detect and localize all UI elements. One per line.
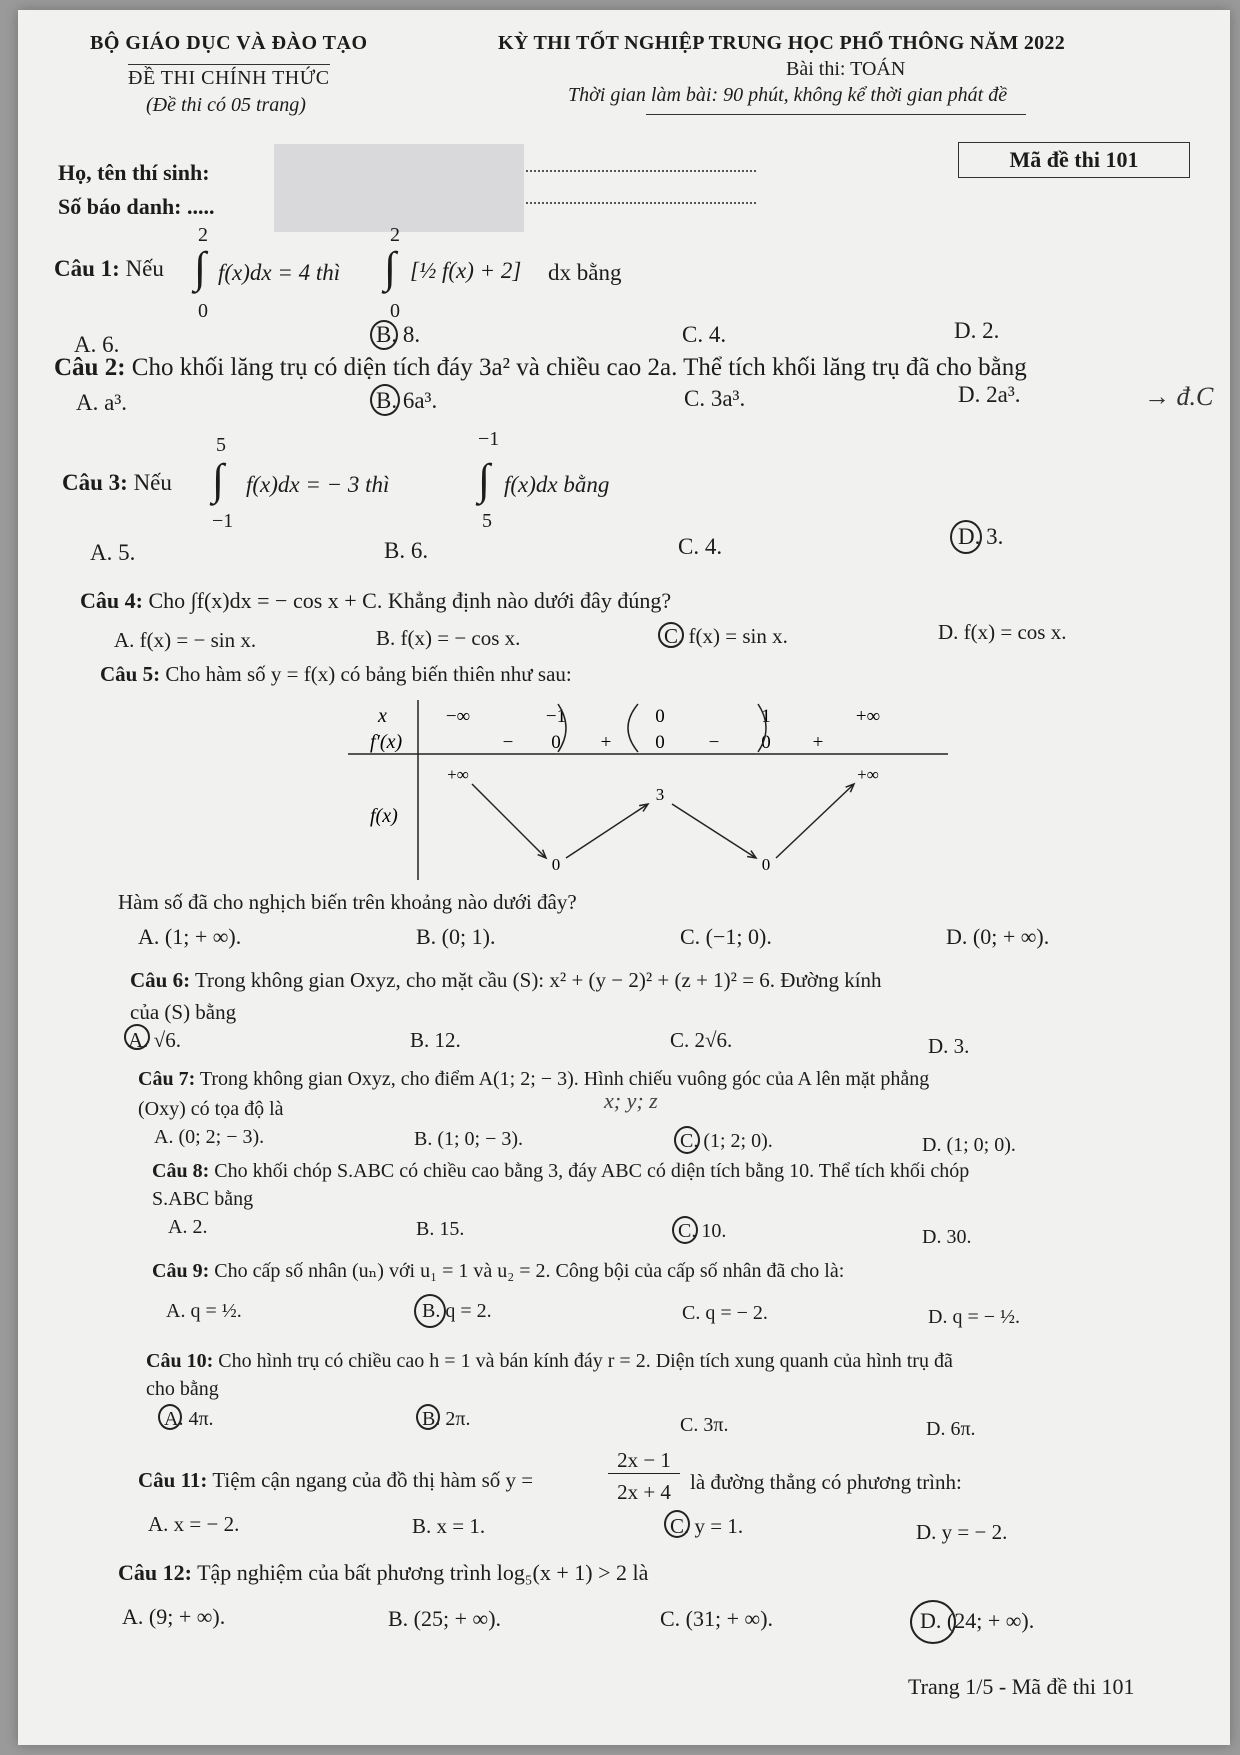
option-b: B. 6. xyxy=(384,538,429,563)
variation-arrow xyxy=(472,784,546,858)
integral-upper: 5 xyxy=(216,434,226,456)
option-c: C. 4. xyxy=(678,534,723,559)
page-count: (Đề thi có 05 trang) xyxy=(146,94,306,116)
option-b: B. 12. xyxy=(410,1028,461,1052)
id-dots xyxy=(526,202,756,204)
option-d: D. 3. xyxy=(958,524,1004,549)
answer-circle xyxy=(416,1404,440,1430)
f-value: 0 xyxy=(761,855,771,874)
answer-circle xyxy=(664,1510,690,1538)
derivative-sign: − xyxy=(708,732,720,753)
question-text: f(x)dx = 4 thì xyxy=(218,260,341,285)
exam-code-box: Mã đề thi 101 xyxy=(958,142,1190,178)
option-d: D. 30. xyxy=(922,1226,972,1248)
question-label: Câu 3: xyxy=(62,470,128,495)
answer-circle xyxy=(370,320,398,350)
option-c: C. 2√6. xyxy=(670,1028,733,1052)
question-label: Câu 5: xyxy=(100,662,161,686)
integral-lower: −1 xyxy=(212,510,234,532)
question-label: Câu 11: xyxy=(138,1468,208,1492)
f-value: +∞ xyxy=(447,765,469,784)
option-b: B. (25; + ∞). xyxy=(388,1606,502,1631)
option-a: A. a³. xyxy=(76,390,127,415)
handwritten-note: x; y; z xyxy=(604,1088,658,1113)
fraction-numerator: 2x − 1 xyxy=(608,1448,680,1474)
derivative-sign: − xyxy=(502,732,514,753)
f-value: +∞ xyxy=(857,765,879,784)
x-value: −∞ xyxy=(445,706,471,727)
option-b: B. (0; 1). xyxy=(416,924,496,949)
option-c: C. 3π. xyxy=(680,1414,729,1436)
question-text: Cho cấp số nhân (uₙ) với u₁ = 1 và u₂ = 2. Công bội của cấp số nhân đã cho là: xyxy=(214,1260,845,1282)
option-a: A. (1; + ∞). xyxy=(138,924,242,949)
integral-lower: 0 xyxy=(198,300,208,322)
option-a: A. 5. xyxy=(90,540,136,565)
integral-upper: −1 xyxy=(478,428,500,450)
answer-circle xyxy=(414,1294,446,1328)
option-a: A. 4π. xyxy=(164,1408,214,1430)
option-a: A. (9; + ∞). xyxy=(122,1604,226,1629)
option-d: D. f(x) = cos x. xyxy=(938,620,1067,644)
ministry-name: BỘ GIÁO DỤC VÀ ĐÀO TẠO xyxy=(90,32,368,54)
option-c: C. 4. xyxy=(682,322,727,347)
option-b: B. (1; 0; − 3). xyxy=(414,1128,524,1150)
question-text: Trong không gian Oxyz, cho điểm A(1; 2; − 3). Hình chiếu vuông góc của A lên mặt phẳng xyxy=(199,1068,930,1090)
option-a: A. f(x) = − sin x. xyxy=(114,628,257,652)
variation-arrow xyxy=(566,804,648,858)
exam-time: Thời gian làm bài: 90 phút, không kể thời gian phát đề xyxy=(568,84,1008,106)
page-footer: Trang 1/5 - Mã đề thi 101 xyxy=(908,1674,1135,1699)
derivative-sign: + xyxy=(812,732,824,753)
question-text: Cho hàm số y = f(x) có bảng biến thiên như sau: xyxy=(165,662,572,686)
question-text: Nếu xyxy=(133,470,172,495)
option-c: C. y = 1. xyxy=(670,1514,744,1538)
integral-sign: ∫ xyxy=(212,455,225,504)
option-c: C. (31; + ∞). xyxy=(660,1606,774,1631)
derivative-sign: 0 xyxy=(655,732,665,753)
option-c: C. q = − 2. xyxy=(682,1302,768,1324)
question-5 xyxy=(100,662,572,687)
option-a: A. √6. xyxy=(128,1028,181,1052)
redacted-area xyxy=(274,144,524,232)
question-6 xyxy=(130,968,882,993)
question-text: S.ABC bằng xyxy=(152,1188,254,1210)
question-text: Tiệm cận ngang của đồ thị hàm số y = xyxy=(212,1468,534,1492)
question-text: Cho ∫f(x)dx = − cos x + C. Khẳng định nào dưới đây đúng? xyxy=(148,588,672,613)
question-3 xyxy=(62,470,172,496)
option-c: C. (−1; 0). xyxy=(680,924,772,949)
option-d: D. 6π. xyxy=(926,1418,976,1440)
x-value: 0 xyxy=(655,706,665,727)
option-b: B. 8. xyxy=(376,322,421,347)
answer-circle xyxy=(370,384,400,416)
question-7 xyxy=(138,1068,929,1091)
option-a: A. (0; 2; − 3). xyxy=(154,1126,265,1148)
option-b: B. 15. xyxy=(416,1218,465,1240)
question-label: Câu 10: xyxy=(146,1350,214,1372)
option-a: A. 6. xyxy=(74,332,120,357)
option-d: D. (24; + ∞). xyxy=(920,1608,1035,1633)
integral-lower: 0 xyxy=(390,300,400,322)
question-10 xyxy=(146,1350,953,1373)
integrand: [½ f(x) + 2] xyxy=(410,258,522,283)
question-label: Câu 4: xyxy=(80,588,143,613)
option-d: D. (1; 0; 0). xyxy=(922,1134,1016,1156)
answer-circle xyxy=(672,1216,698,1244)
handwritten-note: → đ.C xyxy=(1144,382,1214,411)
question-text: Cho khối chóp S.ABC có chiều cao bằng 3, đáy ABC có diện tích bằng 10. Thể tích khối chóp xyxy=(214,1160,970,1182)
option-b: B. 2π. xyxy=(422,1408,471,1430)
question-8 xyxy=(152,1160,969,1183)
hand-bracket xyxy=(628,704,638,752)
option-d: D. (0; + ∞). xyxy=(946,924,1050,949)
question-12 xyxy=(118,1560,648,1586)
answer-circle xyxy=(674,1126,700,1154)
x-value: −1 xyxy=(545,706,567,727)
question-text: dx bằng xyxy=(548,260,622,285)
x-value: +∞ xyxy=(855,706,881,727)
derivative-sign: 0 xyxy=(551,732,561,753)
question-text: f(x)dx = − 3 thì xyxy=(246,472,390,497)
f-value: 0 xyxy=(551,855,561,874)
option-c: C. f(x) = sin x. xyxy=(664,624,788,648)
question-label: Câu 8: xyxy=(152,1160,210,1182)
question-text: Hàm số đã cho nghịch biến trên khoảng nào dưới đây? xyxy=(118,890,577,914)
integral-upper: 2 xyxy=(198,224,208,246)
question-text: f(x)dx bằng xyxy=(504,472,610,497)
integral-sign: ∫ xyxy=(478,455,491,504)
f-row-label: f(x) xyxy=(370,805,398,827)
exam-title: KỲ THI TỐT NGHIỆP TRUNG HỌC PHỔ THÔNG NĂM 2022 xyxy=(498,32,1066,54)
name-dots xyxy=(526,170,756,172)
fraction-denominator: 2x + 4 xyxy=(617,1480,671,1504)
integral-upper: 2 xyxy=(390,224,400,246)
exam-page xyxy=(18,10,1230,1745)
candidate-id-label: Số báo danh: ..... xyxy=(58,194,215,219)
question-label: Câu 6: xyxy=(130,968,191,992)
question-11 xyxy=(138,1468,533,1493)
question-text: cho bằng xyxy=(146,1378,219,1400)
option-d: D. 2. xyxy=(954,318,1000,343)
question-label: Câu 2: xyxy=(54,354,126,381)
question-text: Cho hình trụ có chiều cao h = 1 và bán kính đáy r = 2. Diện tích xung quanh của hình trụ đã xyxy=(218,1350,953,1372)
option-d: D. 3. xyxy=(928,1034,970,1058)
option-b: B. f(x) = − cos x. xyxy=(376,626,521,650)
option-b: B. x = 1. xyxy=(412,1514,486,1538)
answer-circle xyxy=(950,520,982,554)
derivative-sign: + xyxy=(600,732,612,753)
question-label: Câu 9: xyxy=(152,1260,210,1282)
option-a: A. 2. xyxy=(168,1216,208,1238)
question-text: Nếu xyxy=(125,256,164,281)
question-label: Câu 1: xyxy=(54,256,120,281)
question-2 xyxy=(54,354,1027,382)
f-value: 3 xyxy=(655,785,665,804)
option-b: B. 6a³. xyxy=(376,388,438,413)
question-text: (Oxy) có tọa độ là xyxy=(138,1098,284,1120)
question-9 xyxy=(152,1258,844,1283)
option-b: B. q = 2. xyxy=(422,1300,492,1322)
answer-circle xyxy=(910,1600,956,1644)
option-c: C. 10. xyxy=(678,1220,727,1242)
x-value: 1 xyxy=(761,706,771,727)
question-text: Tập nghiệm của bất phương trình log₅(x + 1) > 2 là xyxy=(197,1560,649,1585)
option-d: D. q = − ½. xyxy=(928,1306,1021,1328)
option-a: A. q = ½. xyxy=(166,1300,242,1322)
option-d: D. 2a³. xyxy=(958,382,1021,407)
integral-sign: ∫ xyxy=(384,243,397,292)
exam-subject: Bài thi: TOÁN xyxy=(786,58,906,80)
variation-arrow xyxy=(776,784,854,858)
header-rule xyxy=(646,114,1026,115)
fprime-row-label: f′(x) xyxy=(370,731,403,753)
question-4 xyxy=(80,588,671,614)
question-label: Câu 12: xyxy=(118,1560,192,1585)
variation-table xyxy=(348,700,948,880)
x-row-label: x xyxy=(378,705,387,727)
candidate-name-label: Họ, tên thí sinh: xyxy=(58,160,210,185)
variation-arrow xyxy=(672,804,756,858)
integral-lower: 5 xyxy=(482,510,492,532)
question-text: của (S) bằng xyxy=(130,1000,237,1024)
answer-circle xyxy=(658,622,684,648)
answer-circle xyxy=(124,1024,150,1050)
option-a: A. x = − 2. xyxy=(148,1512,240,1536)
option-c: C. (1; 2; 0). xyxy=(680,1130,773,1152)
option-c: C. 3a³. xyxy=(684,386,746,411)
question-1 xyxy=(54,256,164,282)
answer-circle xyxy=(158,1404,182,1430)
official-label: ĐỀ THI CHÍNH THỨC xyxy=(128,64,330,90)
question-text: là đường thẳng có phương trình: xyxy=(690,1470,962,1494)
question-text: Cho khối lăng trụ có diện tích đáy 3a² và chiều cao 2a. Thể tích khối lăng trụ đã cho bằng xyxy=(131,354,1027,381)
integral-sign: ∫ xyxy=(194,243,207,292)
option-d: D. y = − 2. xyxy=(916,1520,1008,1544)
derivative-sign: 0 xyxy=(761,732,771,753)
question-label: Câu 7: xyxy=(138,1068,196,1090)
question-text: Trong không gian Oxyz, cho mặt cầu (S): x² + (y − 2)² + (z + 1)² = 6. Đường kính xyxy=(194,968,882,992)
